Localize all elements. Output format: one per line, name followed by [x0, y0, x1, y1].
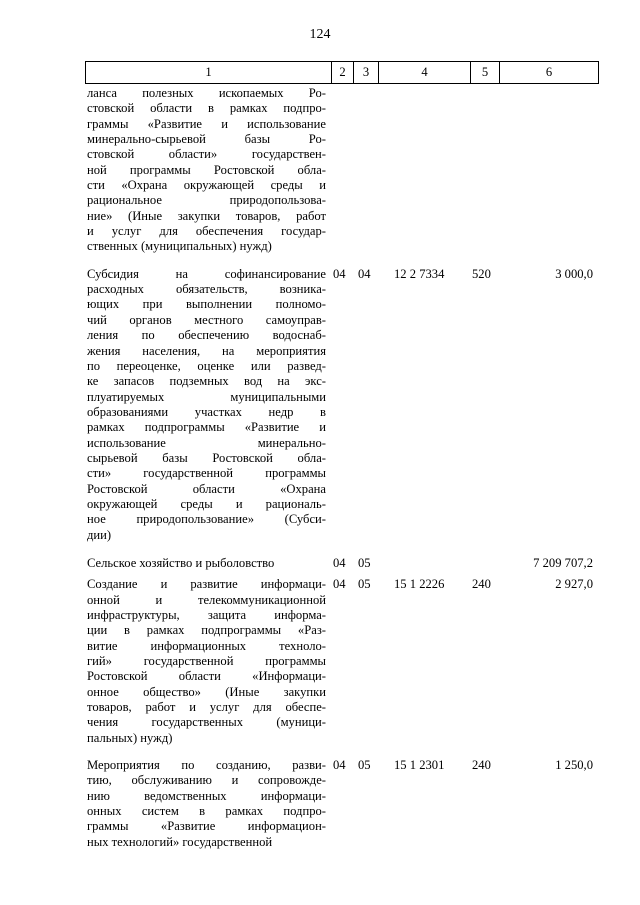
row-amount: 1 250,0 — [555, 758, 593, 773]
row-expense-type: 520 — [472, 266, 491, 281]
row-section-code: 04 — [333, 758, 346, 773]
row-subsection-code: 05 — [358, 577, 371, 592]
description-line: ления по обеспечению водоснаб- — [87, 328, 326, 343]
description-line: жения населения, на мероприятия — [87, 343, 326, 358]
table-row — [85, 577, 599, 746]
description-line: ции в рамках подпрограммы «Раз- — [87, 623, 326, 638]
description-line: онных систем в рамках подпро- — [87, 804, 326, 819]
description-line: гий» государственной программы — [87, 654, 326, 669]
table-row — [85, 86, 599, 255]
description-line: ние» (Иные закупки товаров, работ — [87, 208, 326, 223]
description-line: ющих при выполнении полномо- — [87, 297, 326, 312]
row-amount: 7 209 707,2 — [533, 555, 593, 570]
row-description — [85, 556, 326, 571]
description-line: рациональное природопользова- — [87, 193, 326, 208]
header-col-5: 5 — [470, 62, 499, 83]
table-row — [85, 758, 599, 850]
row-subsection-code: 05 — [358, 758, 371, 773]
description-line: образованиями участках недр в — [87, 404, 326, 419]
description-line: онное общество» (Иные закупки — [87, 684, 326, 699]
description-line: Создание и развитие информаци- — [87, 577, 326, 592]
description-line: стовской области» государствен- — [87, 147, 326, 162]
row-description — [85, 86, 326, 255]
description-line: граммы «Развитие и использование — [87, 116, 326, 131]
description-line: окружающей среды и рациональ- — [87, 496, 326, 511]
description-line: ке запасов подземных вод на экс- — [87, 374, 326, 389]
description-line: Мероприятия по созданию, разви- — [87, 758, 326, 773]
description-line: дии) — [87, 527, 112, 542]
description-line: и услуг для обеспечения государ- — [87, 224, 326, 239]
description-line: использование минерально- — [87, 435, 326, 450]
description-line: тию, обслуживанию и сопровожде- — [87, 773, 326, 788]
row-target-code: 15 1 2301 — [394, 758, 445, 773]
description-line: Ростовской области «Информаци- — [87, 669, 326, 684]
description-line: Сельское хозяйство и рыболовство — [87, 555, 275, 570]
row-target-code: 12 2 7334 — [394, 266, 445, 281]
row-description — [85, 267, 326, 543]
description-line: расходных обязательств, возника- — [87, 282, 326, 297]
description-line: ных технологий» государственной — [87, 834, 273, 849]
description-line: сти «Охрана окружающей среды и — [87, 178, 326, 193]
description-line: ное природопользование» (Субси- — [87, 512, 326, 527]
description-line: плуатируемых муниципальными — [87, 389, 326, 404]
row-subsection-code: 05 — [358, 555, 371, 570]
description-line: инфраструктуры, защита информа- — [87, 608, 326, 622]
description-line: чения государственных (муници- — [87, 715, 326, 730]
description-line: витие информационных техноло- — [87, 638, 326, 653]
header-col-3: 3 — [353, 62, 378, 83]
description-line: рамках подпрограммы «Развитие и — [87, 420, 326, 435]
header-col-1: 1 — [205, 65, 212, 79]
row-target-code: 15 1 2226 — [394, 577, 445, 592]
description-line: стовской области в рамках подпро- — [87, 101, 326, 116]
description-line: граммы «Развитие информацион- — [87, 819, 326, 834]
table-row — [85, 556, 599, 571]
description-line: пальных) нужд) — [87, 730, 173, 745]
row-description — [85, 577, 326, 746]
row-subsection-code: 04 — [358, 266, 371, 281]
page-number: 124 — [309, 27, 331, 42]
row-section-code: 04 — [333, 266, 346, 281]
description-line: сырьевой базы Ростовской обла- — [87, 450, 326, 465]
budget-table — [85, 61, 599, 850]
description-line: товаров, работ и услуг для обеспе- — [87, 700, 326, 715]
description-line: сти» государственной программы — [87, 466, 326, 481]
description-line: Субсидия на софинансирование — [87, 266, 326, 281]
table-row — [85, 267, 599, 543]
description-line: онной и телекоммуникационной — [87, 592, 326, 607]
header-col-2: 2 — [331, 62, 353, 83]
description-line: ной программы Ростовской обла- — [87, 162, 326, 177]
description-line: по переоценке, оценке или развед- — [87, 358, 326, 373]
header-col-4: 4 — [378, 62, 470, 83]
row-section-code: 04 — [333, 555, 346, 570]
description-line: ланса полезных ископаемых Ро- — [87, 86, 326, 100]
description-line: нию ведомственных информаци- — [87, 788, 326, 803]
description-line: чий органов местного самоуправ- — [87, 312, 326, 327]
description-line: ственных (муниципальных) нужд) — [87, 239, 272, 254]
row-expense-type: 240 — [472, 577, 491, 592]
header-col-6: 6 — [499, 62, 598, 83]
row-amount: 3 000,0 — [555, 266, 593, 281]
row-section-code: 04 — [333, 577, 346, 592]
row-description — [85, 758, 326, 850]
table-header — [85, 61, 599, 84]
description-line: Ростовской области «Охрана — [87, 481, 326, 496]
row-amount: 2 927,0 — [555, 577, 593, 592]
description-line: минерально-сырьевой базы Ро- — [87, 132, 326, 147]
row-expense-type: 240 — [472, 758, 491, 773]
